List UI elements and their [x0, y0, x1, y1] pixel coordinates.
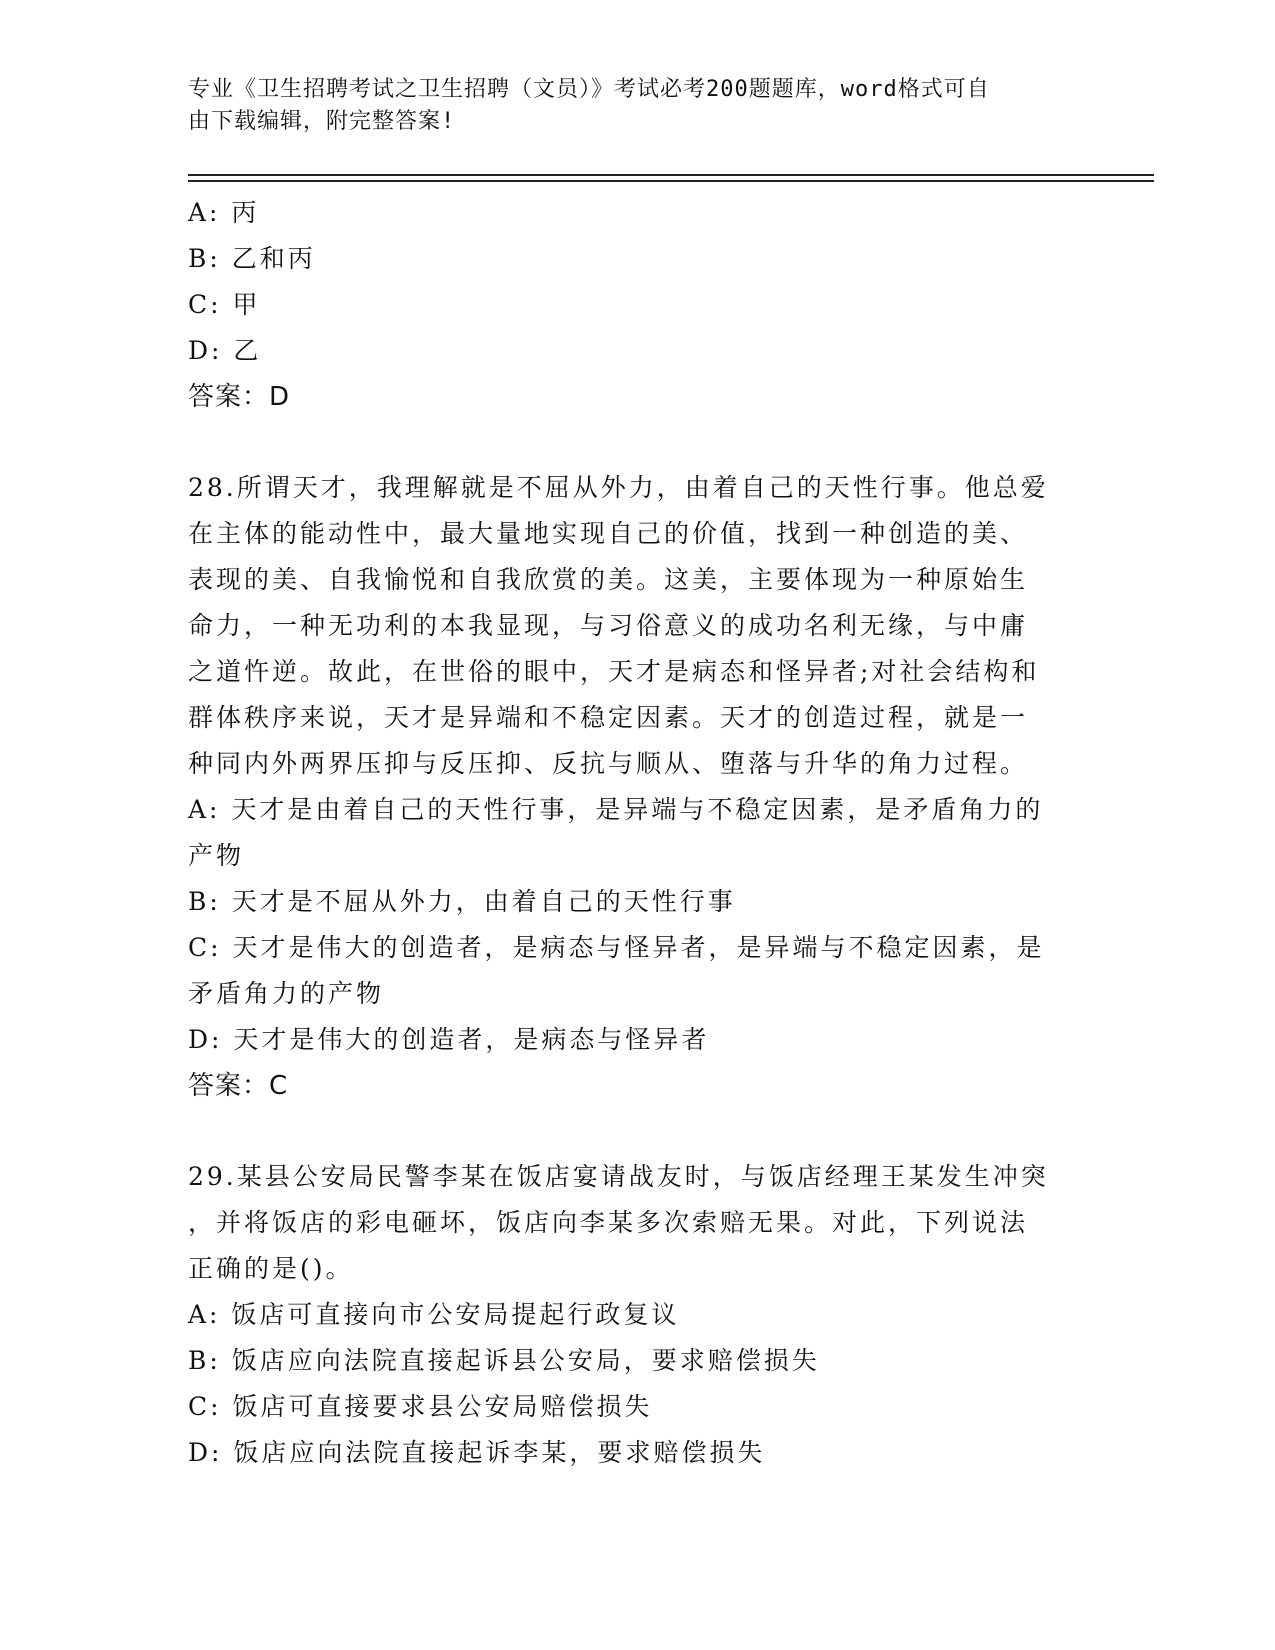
q27-option-d: D: 乙	[188, 336, 262, 365]
document-header	[188, 74, 1088, 138]
spacer	[188, 1109, 1088, 1154]
spacer	[188, 420, 1088, 465]
header-line-1: 专业《卫生招聘考试之卫生招聘（文员）》考试必考200题题库，word格式可自	[188, 77, 990, 102]
q28-stem-line: 在主体的能动性中，最大量地实现自己的价值，找到一种创造的美、	[188, 519, 1029, 548]
q27-option-a: A: 丙	[188, 198, 260, 227]
q29-stem-line: 29.某县公安局民警李某在饭店宴请战友时，与饭店经理王某发生冲突	[188, 1162, 1049, 1191]
q28-stem-line: 表现的美、自我愉悦和自我欣赏的美。这美，主要体现为一种原始生	[188, 565, 1029, 594]
question-29-block	[188, 1154, 1088, 1476]
question-27-block	[188, 190, 1088, 420]
q28-option-c: C: 天才是伟大的创造者，是病态与怪异者，是异端与不稳定因素，是	[188, 933, 1045, 962]
header-divider-bottom	[188, 180, 1154, 182]
q29-stem-line: 正确的是()。	[188, 1254, 354, 1283]
q28-option-a: A: 天才是由着自己的天性行事，是异端与不稳定因素，是矛盾角力的	[188, 795, 1044, 824]
q29-option-a: A: 饭店可直接向市公安局提起行政复议	[188, 1300, 680, 1329]
q28-option-c-cont: 矛盾角力的产物	[188, 979, 385, 1008]
q28-stem-line: 命力，一种无功利的本我显现，与习俗意义的成功名利无缘，与中庸	[188, 611, 1029, 640]
q28-stem-line: 28.所谓天才，我理解就是不屈从外力，由着自己的天性行事。他总爱	[188, 473, 1049, 502]
question-28-block	[188, 465, 1088, 1109]
q27-option-b: B: 乙和丙	[188, 244, 316, 273]
q27-option-c: C: 甲	[188, 290, 261, 319]
q28-stem-line: 之道忤逆。故此，在世俗的眼中，天才是病态和怪异者;对社会结构和	[188, 657, 1040, 686]
question-content	[188, 190, 1088, 1476]
q29-stem-line: ，并将饭店的彩电砸坏，饭店向李某多次索赔无果。对此，下列说法	[188, 1208, 1029, 1237]
q29-option-b: B: 饭店应向法院直接起诉县公安局，要求赔偿损失	[188, 1346, 820, 1375]
q28-stem-line: 群体秩序来说，天才是异端和不稳定因素。天才的创造过程，就是一	[188, 703, 1029, 732]
header-divider-top	[188, 174, 1154, 176]
q27-answer: 答案：D	[188, 382, 291, 412]
header-line-2: 由下载编辑，附完整答案!	[188, 109, 456, 134]
q28-option-b: B: 天才是不屈从外力，由着自己的天性行事	[188, 887, 736, 916]
q28-answer: 答案：C	[188, 1071, 289, 1101]
q29-option-c: C: 饭店可直接要求县公安局赔偿损失	[188, 1392, 653, 1421]
q28-option-d: D: 天才是伟大的创造者，是病态与怪异者	[188, 1025, 710, 1054]
q28-option-a-cont: 产物	[188, 841, 245, 870]
q28-stem-line: 种同内外两界压抑与反压抑、反抗与顺从、堕落与升华的角力过程。	[188, 749, 1029, 778]
q29-option-d: D: 饭店应向法院直接起诉李某，要求赔偿损失	[188, 1438, 766, 1467]
